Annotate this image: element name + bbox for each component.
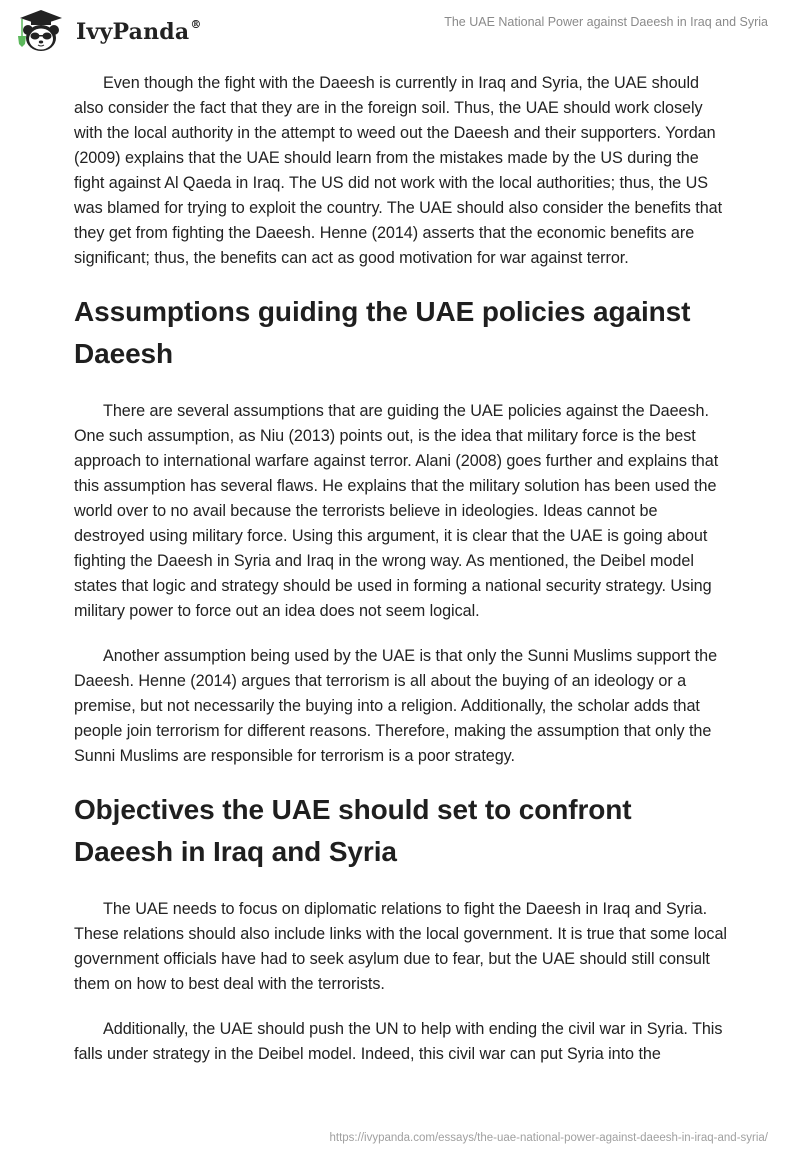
- section-heading-assumptions: Assumptions guiding the UAE policies against Daeesh: [74, 296, 691, 369]
- registered-mark: ®: [190, 17, 202, 31]
- paragraph: Additionally, the UAE should push the UN to help with ending the civil war in Syria. This falls under strategy in the Deibel model. Indeed, this civil war can put Syria into the: [74, 1020, 723, 1063]
- ivypanda-logo[interactable]: [14, 8, 202, 52]
- brand-name: IvyPanda®: [76, 17, 202, 45]
- paragraph: There are several assumptions that are guiding the UAE policies against the Daeesh. One such assumption, as Niu (2013) points out, is the idea that military force is the best approach to international warfare against terror. Alani (2008) goes further and explains that this assumption has several flaws. He explains that the military solution has been used the world over to no avail because the terrorists believe in ideologies. Ideas cannot be destroyed using military force. Using this argument, it is clear that the UAE is going about fighting the Daeesh in Syria and Iraq in the wrong way. As mentioned, the Deibel model states that logic and strategy should be used in forming a national security strategy. Using military power to force out an idea does not seem logical.: [74, 402, 719, 620]
- source-url[interactable]: https://ivypanda.com/essays/the-uae-national-power-against-daeesh-in-iraq-and-syria/: [329, 1132, 768, 1144]
- paragraph: The UAE needs to focus on diplomatic relations to fight the Daeesh in Iraq and Syria. These relations should also include links with the local government. It is true that some local government officials have had to seek asylum due to fear, but the UAE should still consult them on how to best deal with the terrorists.: [74, 900, 727, 993]
- section-heading-objectives: Objectives the UAE should set to confront Daeesh in Iraq and Syria: [74, 794, 632, 867]
- paragraph: Another assumption being used by the UAE is that only the Sunni Muslims support the Daeesh. Henne (2014) argues that terrorism is all about the buying of an ideology or a premise, but not necessarily the buying into a religion. Additionally, the scholar adds that people join terrorism for different reasons. Therefore, making the assumption that only the Sunni Muslims are responsible for terrorism is a poor strategy.: [74, 647, 718, 765]
- intro-paragraph: Even though the fight with the Daeesh is currently in Iraq and Syria, the UAE should also consider the fact that they are in the foreign soil. Thus, the UAE should work closely with the local authority in the attempt to weed out the Daeesh and their supporters. Yordan (2009) explains that the UAE should learn from the mistakes made by the US during the fight against Al Qaeda in Iraq. The US did not work with the local authorities; thus, the US was blamed for trying to exploit the country. The UAE should also consider the benefits that they get from fighting the Daeesh. Henne (2014) asserts that the economic benefits are significant; thus, the benefits can act as good motivation for war against terror.: [74, 74, 723, 267]
- page-header: [0, 0, 800, 56]
- document-title: The UAE National Power against Daeesh in Iraq and Syria: [444, 15, 768, 29]
- essay-content: [74, 71, 730, 1087]
- panda-graduate-icon: [14, 8, 68, 52]
